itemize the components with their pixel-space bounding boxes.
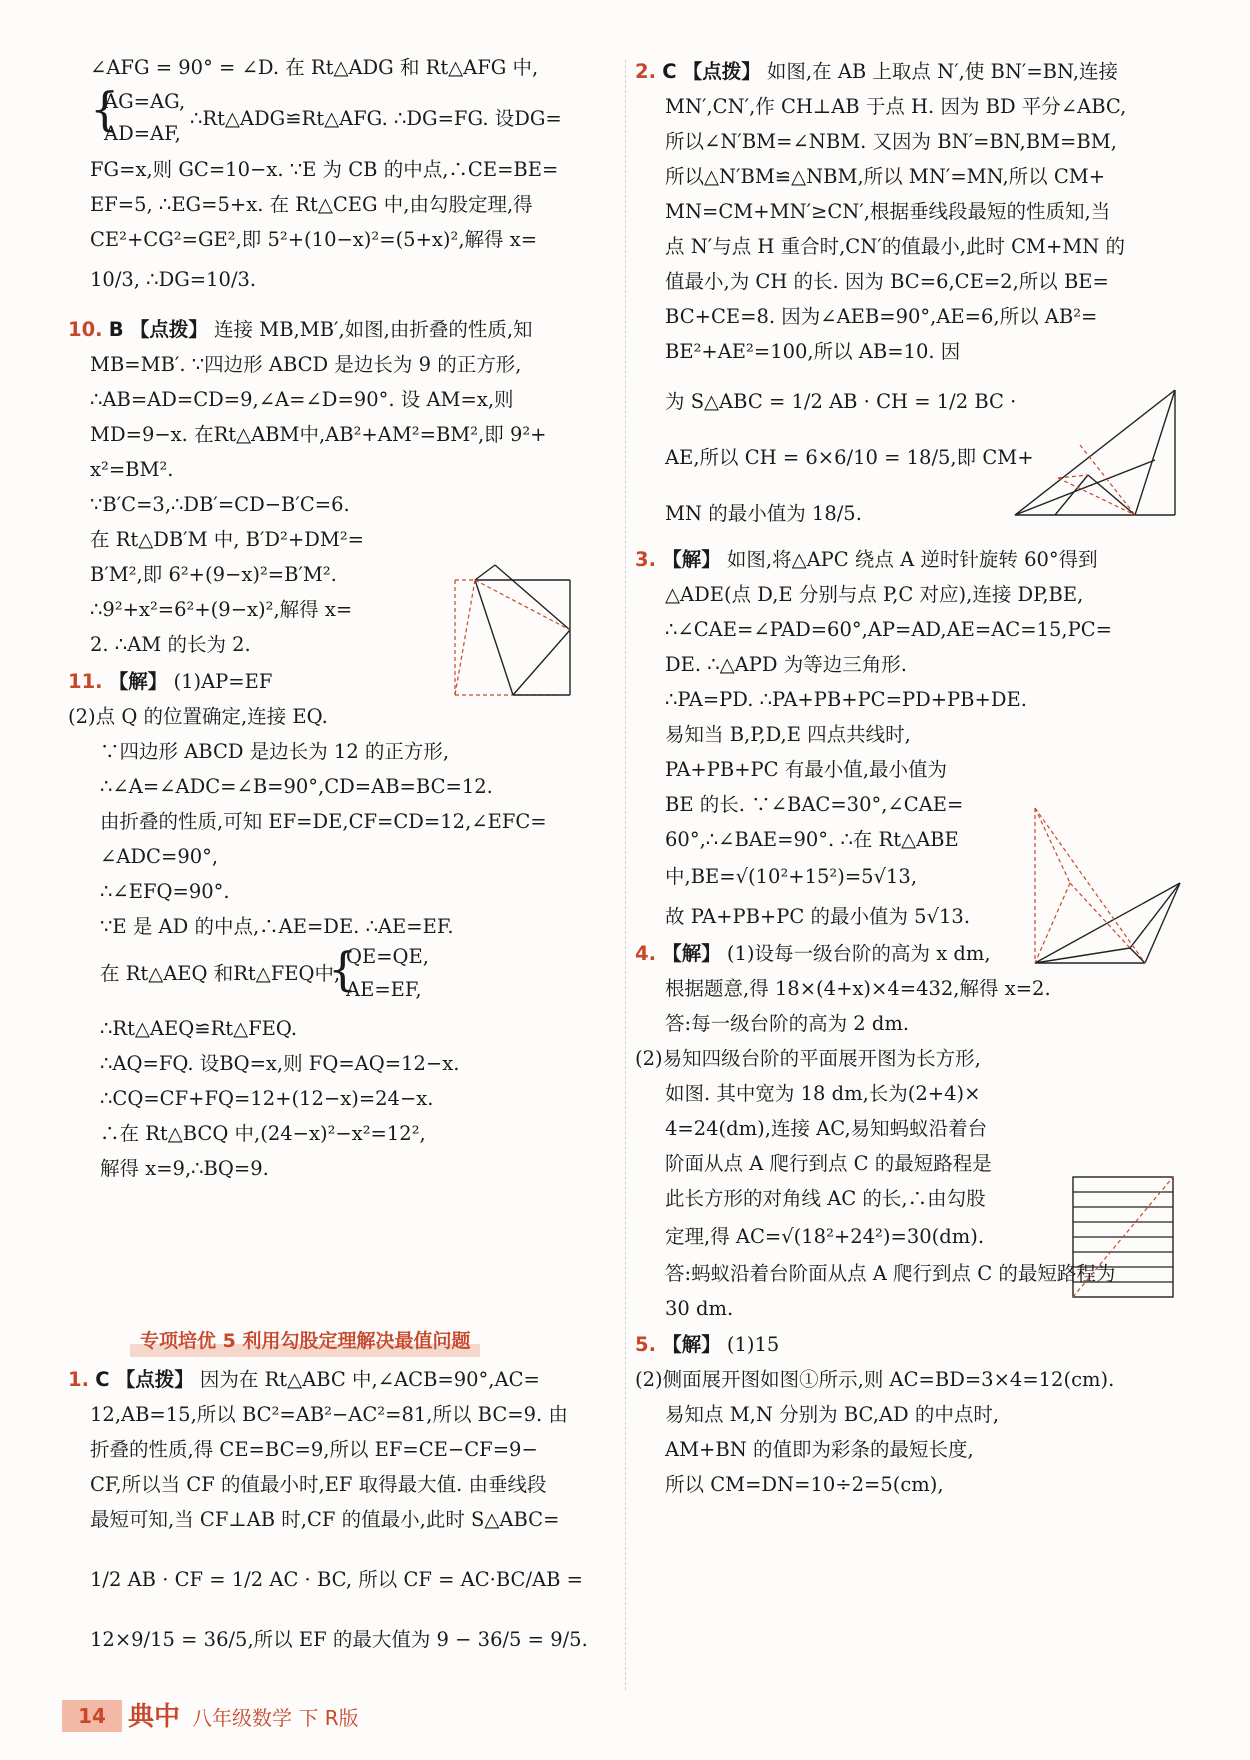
text-line: 为 S△ABC = 1/2 AB · CH = 1/2 BC · <box>665 390 1017 413</box>
fig-line <box>1015 460 1155 515</box>
section-title: 专项培优 5 利用勾股定理解决最值问题 <box>130 1325 480 1357</box>
footer <box>0 1690 1250 1730</box>
text-line: (2)侧面展开图如图①所示,则 AC=BD=3×4=12(cm). <box>635 1368 1115 1391</box>
text-line: ∴Rt△AEQ≌Rt△FEQ. <box>100 1017 298 1040</box>
page-number: 14 <box>62 1700 122 1732</box>
text-line: ∴∠A=∠ADC=∠B=90°,CD=AB=BC=12. <box>100 775 493 798</box>
problem-11-header: 11. 【解】 (1)AP=EF <box>68 670 273 693</box>
text-line: FG=x,则 GC=10−x. ∵E 为 CB 的中点,∴CE=BE= <box>90 158 559 181</box>
text-line: ∵E 是 AD 的中点,∴AE=DE. ∴AE=EF. <box>100 915 454 938</box>
text-line: 由折叠的性质,可知 EF=DE,CF=CD=12,∠EFC= <box>100 810 547 833</box>
text-line: PA+PB+PC 有最小值,最小值为 <box>665 758 947 781</box>
text-line: 易知点 M,N 分别为 BC,AD 的中点时, <box>665 1403 1000 1426</box>
text-line: ∴∠EFQ=90°. <box>100 880 230 903</box>
s2-header: 2. C 【点拨】 如图,在 AB 上取点 N′,使 BN′=BN,连接 <box>635 60 1119 83</box>
text-line: BE²+AE²=100,所以 AB=10. 因 <box>665 340 961 363</box>
text-line: MB=MB′. ∵四边形 ABCD 是边长为 9 的正方形, <box>90 353 522 376</box>
text-line: ∴CQ=CF+FQ=12+(12−x)=24−x. <box>100 1087 434 1110</box>
text-line: ∵四边形 ABCD 是边长为 12 的正方形, <box>100 740 450 763</box>
figure-fold-square <box>445 555 610 720</box>
fig-line <box>1035 808 1070 883</box>
text-line: 点 N′与点 H 重合时,CN′的值最小,此时 CM+MN 的 <box>665 235 1126 258</box>
fig-line <box>1088 475 1135 515</box>
s1-header: 1. C 【点拨】 因为在 Rt△ABC 中,∠ACB=90°,AC= <box>68 1368 540 1391</box>
text-line: 所以△N′BM≌△NBM,所以 MN′=MN,所以 CM+ <box>665 165 1106 188</box>
text-line: ∴AB=AD=CD=9,∠A=∠D=90°. 设 AM=x,则 <box>90 388 514 411</box>
fig-line <box>1055 475 1088 515</box>
text-line: ∵B′C=3,∴DB′=CD−B′C=6. <box>90 493 350 516</box>
text-line: 此长方形的对角线 AC 的长,∴由勾股 <box>665 1187 986 1210</box>
text-line: x²=BM². <box>90 458 174 481</box>
text-line: ∴9²+x²=6²+(9−x)²,解得 x= <box>90 598 353 621</box>
column-divider <box>625 60 626 1690</box>
text-line: 阶面从点 A 爬行到点 C 的最短路程是 <box>665 1152 992 1175</box>
text-line: QE=QE, <box>346 945 429 968</box>
figure-problem-3 <box>1020 798 1190 973</box>
brace: { <box>328 942 358 996</box>
text-line: 10/3, ∴DG=10/3. <box>90 268 257 291</box>
text-line: (2)易知四级台阶的平面展开图为长方形, <box>635 1047 981 1070</box>
s3-header: 3. 【解】 如图,将△APC 绕点 A 逆时针旋转 60°得到 <box>635 548 1098 571</box>
text-line: 12×9/15 = 36/5,所以 EF 的最大值为 9 − 36/5 = 9/5. <box>90 1628 588 1651</box>
text-line: CF,所以当 CF 的值最小时,EF 取得最大值. 由垂线段 <box>90 1473 547 1496</box>
fig-line <box>495 565 570 630</box>
text-line: 折叠的性质,得 CE=BC=9,所以 EF=CE−CF=9− <box>90 1438 538 1461</box>
text-line: 所以 CM=DN=10÷2=5(cm), <box>665 1473 944 1496</box>
fig-line <box>1015 390 1175 515</box>
text-line: BC+CE=8. 因为∠AEB=90°,AE=6,所以 AB²= <box>665 305 1098 328</box>
text-line: AD=AF, <box>104 122 181 145</box>
problem-10-header: 10. B 【点拨】 连接 MB,MB′,如图,由折叠的性质,知 <box>68 318 533 341</box>
s4-header: 4. 【解】 (1)设每一级台阶的高为 x dm, <box>635 942 991 965</box>
text-line: 中,BE=√(10²+15²)=5√13, <box>665 865 918 888</box>
text-line: MD=9−x. 在Rt△ABM中,AB²+AM²=BM²,即 9²+ <box>90 423 547 446</box>
text-line: ∴在 Rt△BCQ 中,(24−x)²−x²=12², <box>100 1122 426 1145</box>
book-title: 八年级数学 下 R版 <box>192 1706 359 1730</box>
text-line: 易知当 B,P,D,E 四点共线时, <box>665 723 911 746</box>
text-line: ∴AQ=FQ. 设BQ=x,则 FQ=AQ=12−x. <box>100 1052 460 1075</box>
text-line: 值最小,为 CH 的长. 因为 BC=6,CE=2,所以 BE= <box>665 270 1109 293</box>
fig-line <box>1080 445 1135 515</box>
fig-line <box>1035 808 1145 963</box>
text-line: MN 的最小值为 18/5. <box>665 502 862 525</box>
text-line: △ADE(点 D,E 分别与点 P,C 对应),连接 DP,BE, <box>665 583 1084 606</box>
text-line: AE,所以 CH = 6×6/10 = 18/5,即 CM+ <box>665 446 1034 469</box>
text-line: AM+BN 的值即为彩条的最短长度, <box>665 1438 974 1461</box>
fig-line <box>1130 948 1145 963</box>
text-line: B′M²,即 6²+(9−x)²=B′M². <box>90 563 337 586</box>
text-line: MN=CM+MN′≥CN′,根据垂线段最短的性质知,当 <box>665 200 1111 223</box>
brace: { <box>90 82 120 136</box>
text-line: CE²+CG²=GE²,即 5²+(10−x)²=(5+x)²,解得 x= <box>90 228 538 251</box>
text-line: 解得 x=9,∴BQ=9. <box>100 1157 269 1180</box>
text-line: 所以∠N′BM=∠NBM. 又因为 BN′=BN,BM=BM, <box>665 130 1117 153</box>
text-line: 12,AB=15,所以 BC²=AB²−AC²=81,所以 BC=9. 由 <box>90 1403 568 1426</box>
text-line: 60°,∴∠BAE=90°. ∴在 Rt△ABE <box>665 828 959 851</box>
text-line: 定理,得 AC=√(18²+24²)=30(dm). <box>665 1225 985 1248</box>
text-line: 如图. 其中宽为 18 dm,长为(2+4)× <box>665 1082 981 1105</box>
text-line: ∴∠CAE=∠PAD=60°,AP=AD,AE=AC=15,PC= <box>665 618 1112 641</box>
text-line: ∠AFG = 90° = ∠D. 在 Rt△ADG 和 Rt△AFG 中, <box>90 56 539 79</box>
s5-header: 5. 【解】 (1)15 <box>635 1333 780 1356</box>
text-line: AE=EF, <box>346 978 422 1001</box>
figure-problem-4 <box>1058 1172 1183 1312</box>
fig-line <box>1130 883 1180 948</box>
text-line: EF=5, ∴EG=5+x. 在 Rt△CEG 中,由勾股定理,得 <box>90 193 533 216</box>
text-line: DE. ∴△APD 为等边三角形. <box>665 653 907 676</box>
text-line: 30 dm. <box>665 1297 734 1320</box>
text-line: ∴Rt△ADG≌Rt△AFG. ∴DG=FG. 设DG= <box>190 107 562 130</box>
fig-line <box>455 580 475 695</box>
figure-problem-2 <box>1010 385 1190 535</box>
fig-line <box>1135 390 1175 515</box>
brand-logo: 典中 <box>128 1702 181 1732</box>
text-line: 答:蚂蚁沿着台阶面从点 A 爬行到点 C 的最短路程为 <box>665 1262 1116 1285</box>
fig-line <box>1145 883 1180 963</box>
text-line: 故 PA+PB+PC 的最小值为 5√13. <box>665 905 971 928</box>
text-line: ∠ADC=90°, <box>100 845 219 868</box>
text-line: 1/2 AB · CF = 1/2 AC · BC, 所以 CF = AC·BC/AB = <box>90 1568 583 1591</box>
text-line: (2)点 Q 的位置确定,连接 EQ. <box>68 705 328 728</box>
fig-line <box>513 630 570 695</box>
text-line: 根据题意,得 18×(4+x)×4=432,解得 x=2. <box>665 977 1051 1000</box>
text-line: BE 的长. ∵∠BAC=30°,∠CAE= <box>665 793 964 816</box>
text-line: ∴PA=PD. ∴PA+PB+PC=PD+PB+DE. <box>665 688 1027 711</box>
text-line: 2. ∴AM 的长为 2. <box>90 633 251 656</box>
text-line: 最短可知,当 CF⊥AB 时,CF 的值最小,此时 S△ABC= <box>90 1508 560 1531</box>
text-line: AG=AG, <box>104 90 186 113</box>
text-line: MN′,CN′,作 CH⊥AB 于点 H. 因为 BD 平分∠ABC, <box>665 95 1127 118</box>
text-line: 答:每一级台阶的高为 2 dm. <box>665 1012 910 1035</box>
text-line: 在 Rt△AEQ 和Rt△FEQ中, <box>100 962 341 985</box>
text-line: 在 Rt△DB′M 中, B′D²+DM²= <box>90 528 364 551</box>
text-line: 4=24(dm),连接 AC,易知蚂蚁沿着台 <box>665 1117 988 1140</box>
fig-line <box>475 565 495 580</box>
fig-line <box>1035 883 1070 963</box>
